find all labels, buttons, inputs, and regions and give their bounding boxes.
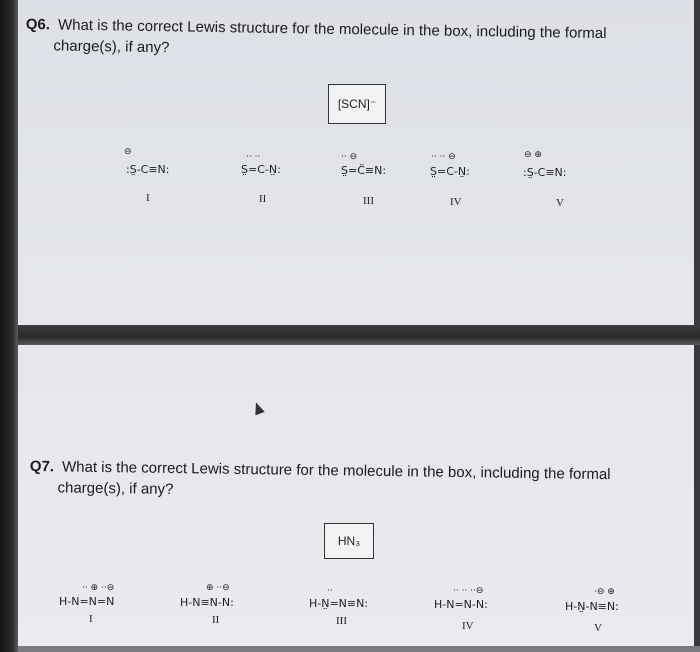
q7-option-2-numeral: II — [212, 614, 220, 626]
question-6-number: Q6. — [25, 15, 51, 34]
photo-bottom-edge — [18, 646, 700, 652]
q7-option-3-numeral: III — [336, 615, 347, 627]
q7-option-2-charges: ⊕ ··⊖ — [206, 583, 230, 593]
q6-option-4-charges: ·· ·· ⊖ — [431, 152, 456, 162]
q6-option-2-charges: ·· ·· — [246, 152, 261, 162]
q7-option-3-structure: H-N̤=N≡N: — [309, 597, 369, 610]
q6-option-3-numeral: III — [363, 195, 374, 207]
question-7-formula-box: HN₃ — [324, 523, 374, 559]
question-6-formula-box: [SCN]⁻ — [328, 84, 386, 124]
q6-option-2-structure: S̤=C-N̤: — [241, 163, 281, 176]
q7-option-5-structure: H-N̤-N≡N: — [565, 600, 619, 613]
photo-left-edge — [0, 0, 18, 652]
q6-option-5-charges: ⊖ ⊕ — [524, 150, 542, 160]
q6-option-1-numeral: I — [146, 192, 150, 204]
q7-option-5-charges: ·⊖ ⊕ — [594, 587, 615, 597]
question-7-text: What is the correct Lewis structure for the molecule in the box, including the formal — [61, 458, 611, 484]
question-6-line-2: charge(s), if any? — [53, 37, 170, 57]
q7-option-4-structure: H-N=N-N: — [434, 598, 488, 611]
q6-option-5-numeral: V — [556, 197, 564, 209]
q7-option-1-charges: ·· ⊕ ··⊖ — [82, 583, 115, 593]
q7-option-1-numeral: I — [89, 613, 93, 625]
question-7-number: Q7. — [29, 457, 55, 476]
q6-option-5-structure: :S̤-C≡N: — [523, 166, 567, 179]
q6-option-1-structure: :S̤-C≡N: — [126, 163, 170, 176]
q6-option-2-numeral: II — [259, 193, 267, 205]
q7-option-2-structure: H-N≡N-N: — [180, 596, 234, 609]
q7-option-5-numeral: V — [594, 622, 602, 634]
q6-option-1-charges: ⊖ — [124, 147, 132, 157]
q7-option-1-structure: H-N=N=N — [59, 595, 115, 608]
photo-divider-band — [18, 325, 700, 345]
question-6-text: What is the correct Lewis structure for the molecule in the box, including the formal — [57, 16, 607, 43]
q6-option-4-structure: S̤=C-N̤: — [430, 165, 470, 178]
q6-option-3-charges: ·· ⊖ — [341, 152, 358, 162]
question-7-line-2: charge(s), if any? — [57, 479, 174, 499]
q6-option-3-structure: S̤=C̈≡N: — [341, 164, 387, 177]
q6-option-4-numeral: IV — [450, 196, 462, 208]
q7-option-3-charges: ·· — [327, 586, 333, 596]
q7-option-4-numeral: IV — [462, 620, 474, 632]
q7-option-4-charges: ·· ·· ··⊖ — [453, 586, 484, 596]
